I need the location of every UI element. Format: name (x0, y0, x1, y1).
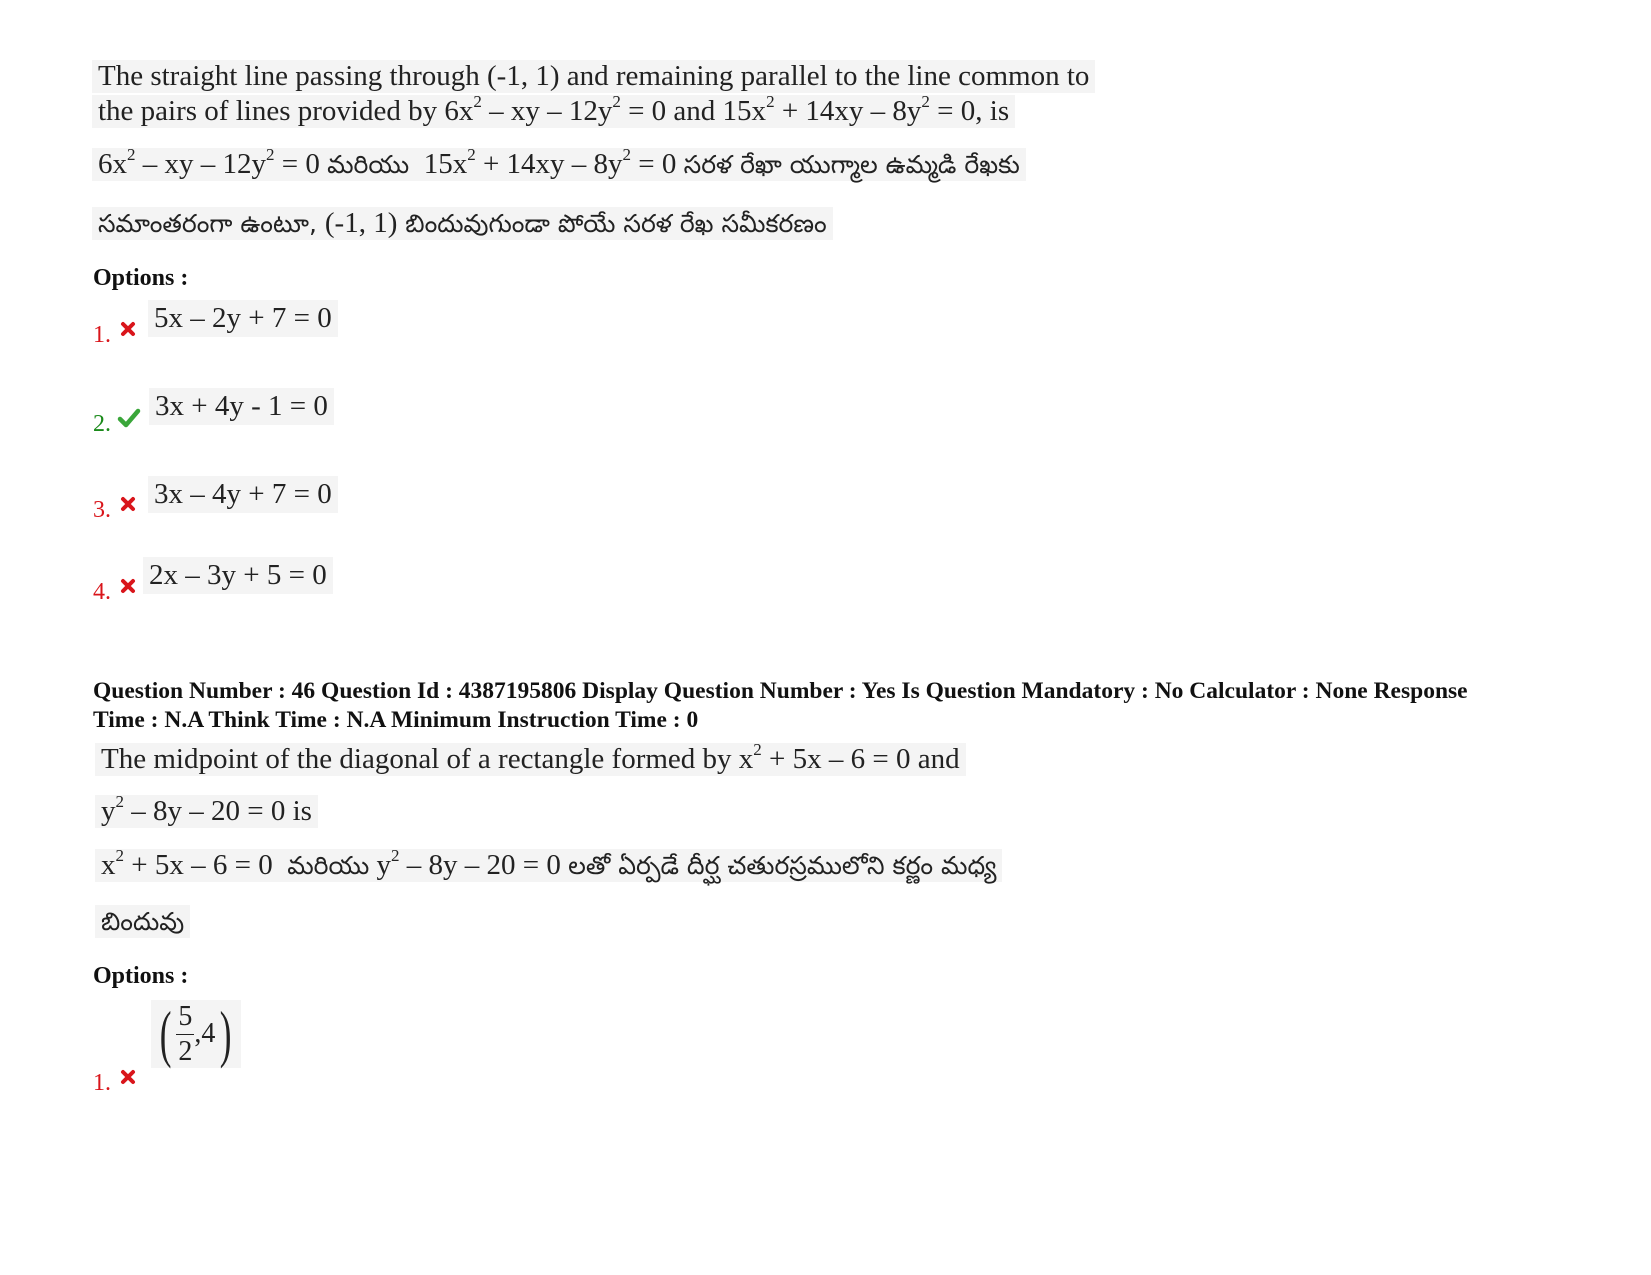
q45-te-word: మరియు (327, 150, 410, 179)
option-number: 3. (93, 497, 111, 523)
q45-option-2 (93, 388, 493, 438)
sup: 2 (622, 145, 632, 164)
sup: 2 (766, 92, 775, 111)
sup: 2 (753, 740, 762, 759)
q46-meta-line1: Question Number : 46 Question Id : 4387195806 Display Question Number : Yes Is Question Mandatory : No Calculator : None Response (93, 678, 1468, 704)
option-value: 2x – 3y + 5 = 0 (143, 557, 333, 594)
q46-option-1 (93, 1000, 393, 1100)
q45-te-math-c: = 0 (274, 148, 328, 180)
q45-te-math-b: – xy – 12y (135, 148, 266, 180)
option-number: 1. (93, 1070, 111, 1096)
sup: 2 (467, 145, 476, 164)
q46-te-rest: లతో ఏర్పడే దీర్ఘ చతురస్రములోని కర్ణం మధ్య (568, 851, 997, 880)
q46-te-a: x (101, 849, 116, 881)
q46-english-line2 (95, 792, 318, 828)
q45-te-math-f: = 0 (631, 148, 684, 180)
option-value: 5x – 2y + 7 = 0 (148, 300, 338, 337)
q46-te-d: – 8y – 20 = 0 (399, 849, 569, 881)
q46-en2-a: y (101, 795, 116, 827)
q45-english-line1 (92, 60, 1095, 93)
q46-te-b: + 5x – 6 = 0 (124, 849, 280, 881)
second-coord: 4 (201, 1018, 216, 1049)
q46-en2-b: – 8y – 20 = 0 is (124, 795, 312, 827)
q45-te2-b: (-1, 1) (324, 207, 398, 239)
q46-options-label: Options : (93, 963, 189, 989)
q45-en-text1: The straight line passing through (-1, 1) and remaining parallel to the line common to (98, 60, 1090, 92)
q45-options-label: Options : (93, 265, 189, 291)
q45-telugu-line1 (92, 145, 1026, 181)
option-number: 1. (93, 322, 111, 348)
check-icon (117, 407, 141, 429)
q45-te2-a: సమాంతరంగా ఉంటూ, (98, 209, 325, 238)
q46-te-c: y (369, 849, 392, 881)
q46-english-line1 (95, 740, 966, 776)
numerator: 5 (176, 1003, 194, 1035)
q46-en-b: + 5x – 6 = 0 and (761, 743, 960, 775)
sup: 2 (266, 145, 275, 164)
q45-en-text2d: + 14xy – 8y (774, 95, 922, 127)
q45-option-4 (93, 557, 493, 607)
q45-option-3 (93, 476, 493, 526)
q45-en-text2b: – xy – 12y (481, 95, 613, 127)
cross-icon (120, 1069, 136, 1085)
q46-te-line2: బిందువు (101, 907, 185, 936)
sup: 2 (115, 846, 124, 865)
option-value-fraction (151, 1000, 241, 1068)
q46-meta-line2: Time : N.A Think Time : N.A Minimum Instruction Time : 0 (93, 707, 699, 733)
q45-te-math-a: 6x (98, 148, 127, 180)
q45-te2-c: బిందువుగుండా పోయే సరళ రేఖ సమీకరణం (397, 209, 827, 238)
q45-te-math-e: + 14xy – 8y (475, 148, 623, 180)
close-paren: ) (220, 998, 232, 1069)
cross-icon (120, 496, 136, 512)
q45-telugu-line2 (92, 207, 833, 240)
sup: 2 (612, 92, 621, 111)
q46-en-a: The midpoint of the diagonal of a rectangle formed by x (101, 743, 754, 775)
option-number: 2. (93, 411, 111, 437)
q45-en-text2e: = 0, is (929, 95, 1010, 127)
option-number: 4. (93, 579, 111, 605)
q45-te-math-d: 15x (423, 148, 468, 180)
option-value: 3x + 4y - 1 = 0 (149, 388, 334, 425)
q45-en-text2c: = 0 and 15x (620, 95, 767, 127)
q46-telugu-line1 (95, 846, 1002, 882)
denominator: 2 (178, 1035, 193, 1067)
cross-icon (120, 578, 136, 594)
q46-meta (93, 677, 1573, 735)
q45-en-text2a: the pairs of lines provided by 6x (98, 95, 474, 127)
sup: 2 (473, 92, 482, 111)
q46-te-word: మరియు (287, 851, 370, 880)
option-value: 3x – 4y + 7 = 0 (148, 476, 338, 513)
q45-option-1 (93, 300, 493, 350)
sup: 2 (391, 846, 400, 865)
q45-english-line2 (92, 92, 1015, 128)
open-paren: ( (159, 998, 172, 1069)
cross-icon (120, 321, 136, 337)
q45-te-rest: సరళ రేఖా యుగ్మాల ఉమ్మడి రేఖకు (683, 150, 1020, 179)
q46-telugu-line2 (95, 905, 190, 938)
sup: 2 (115, 792, 124, 811)
comma: , (194, 1018, 202, 1049)
fraction (176, 1000, 194, 1067)
sup: 2 (127, 145, 136, 164)
sup: 2 (921, 92, 930, 111)
